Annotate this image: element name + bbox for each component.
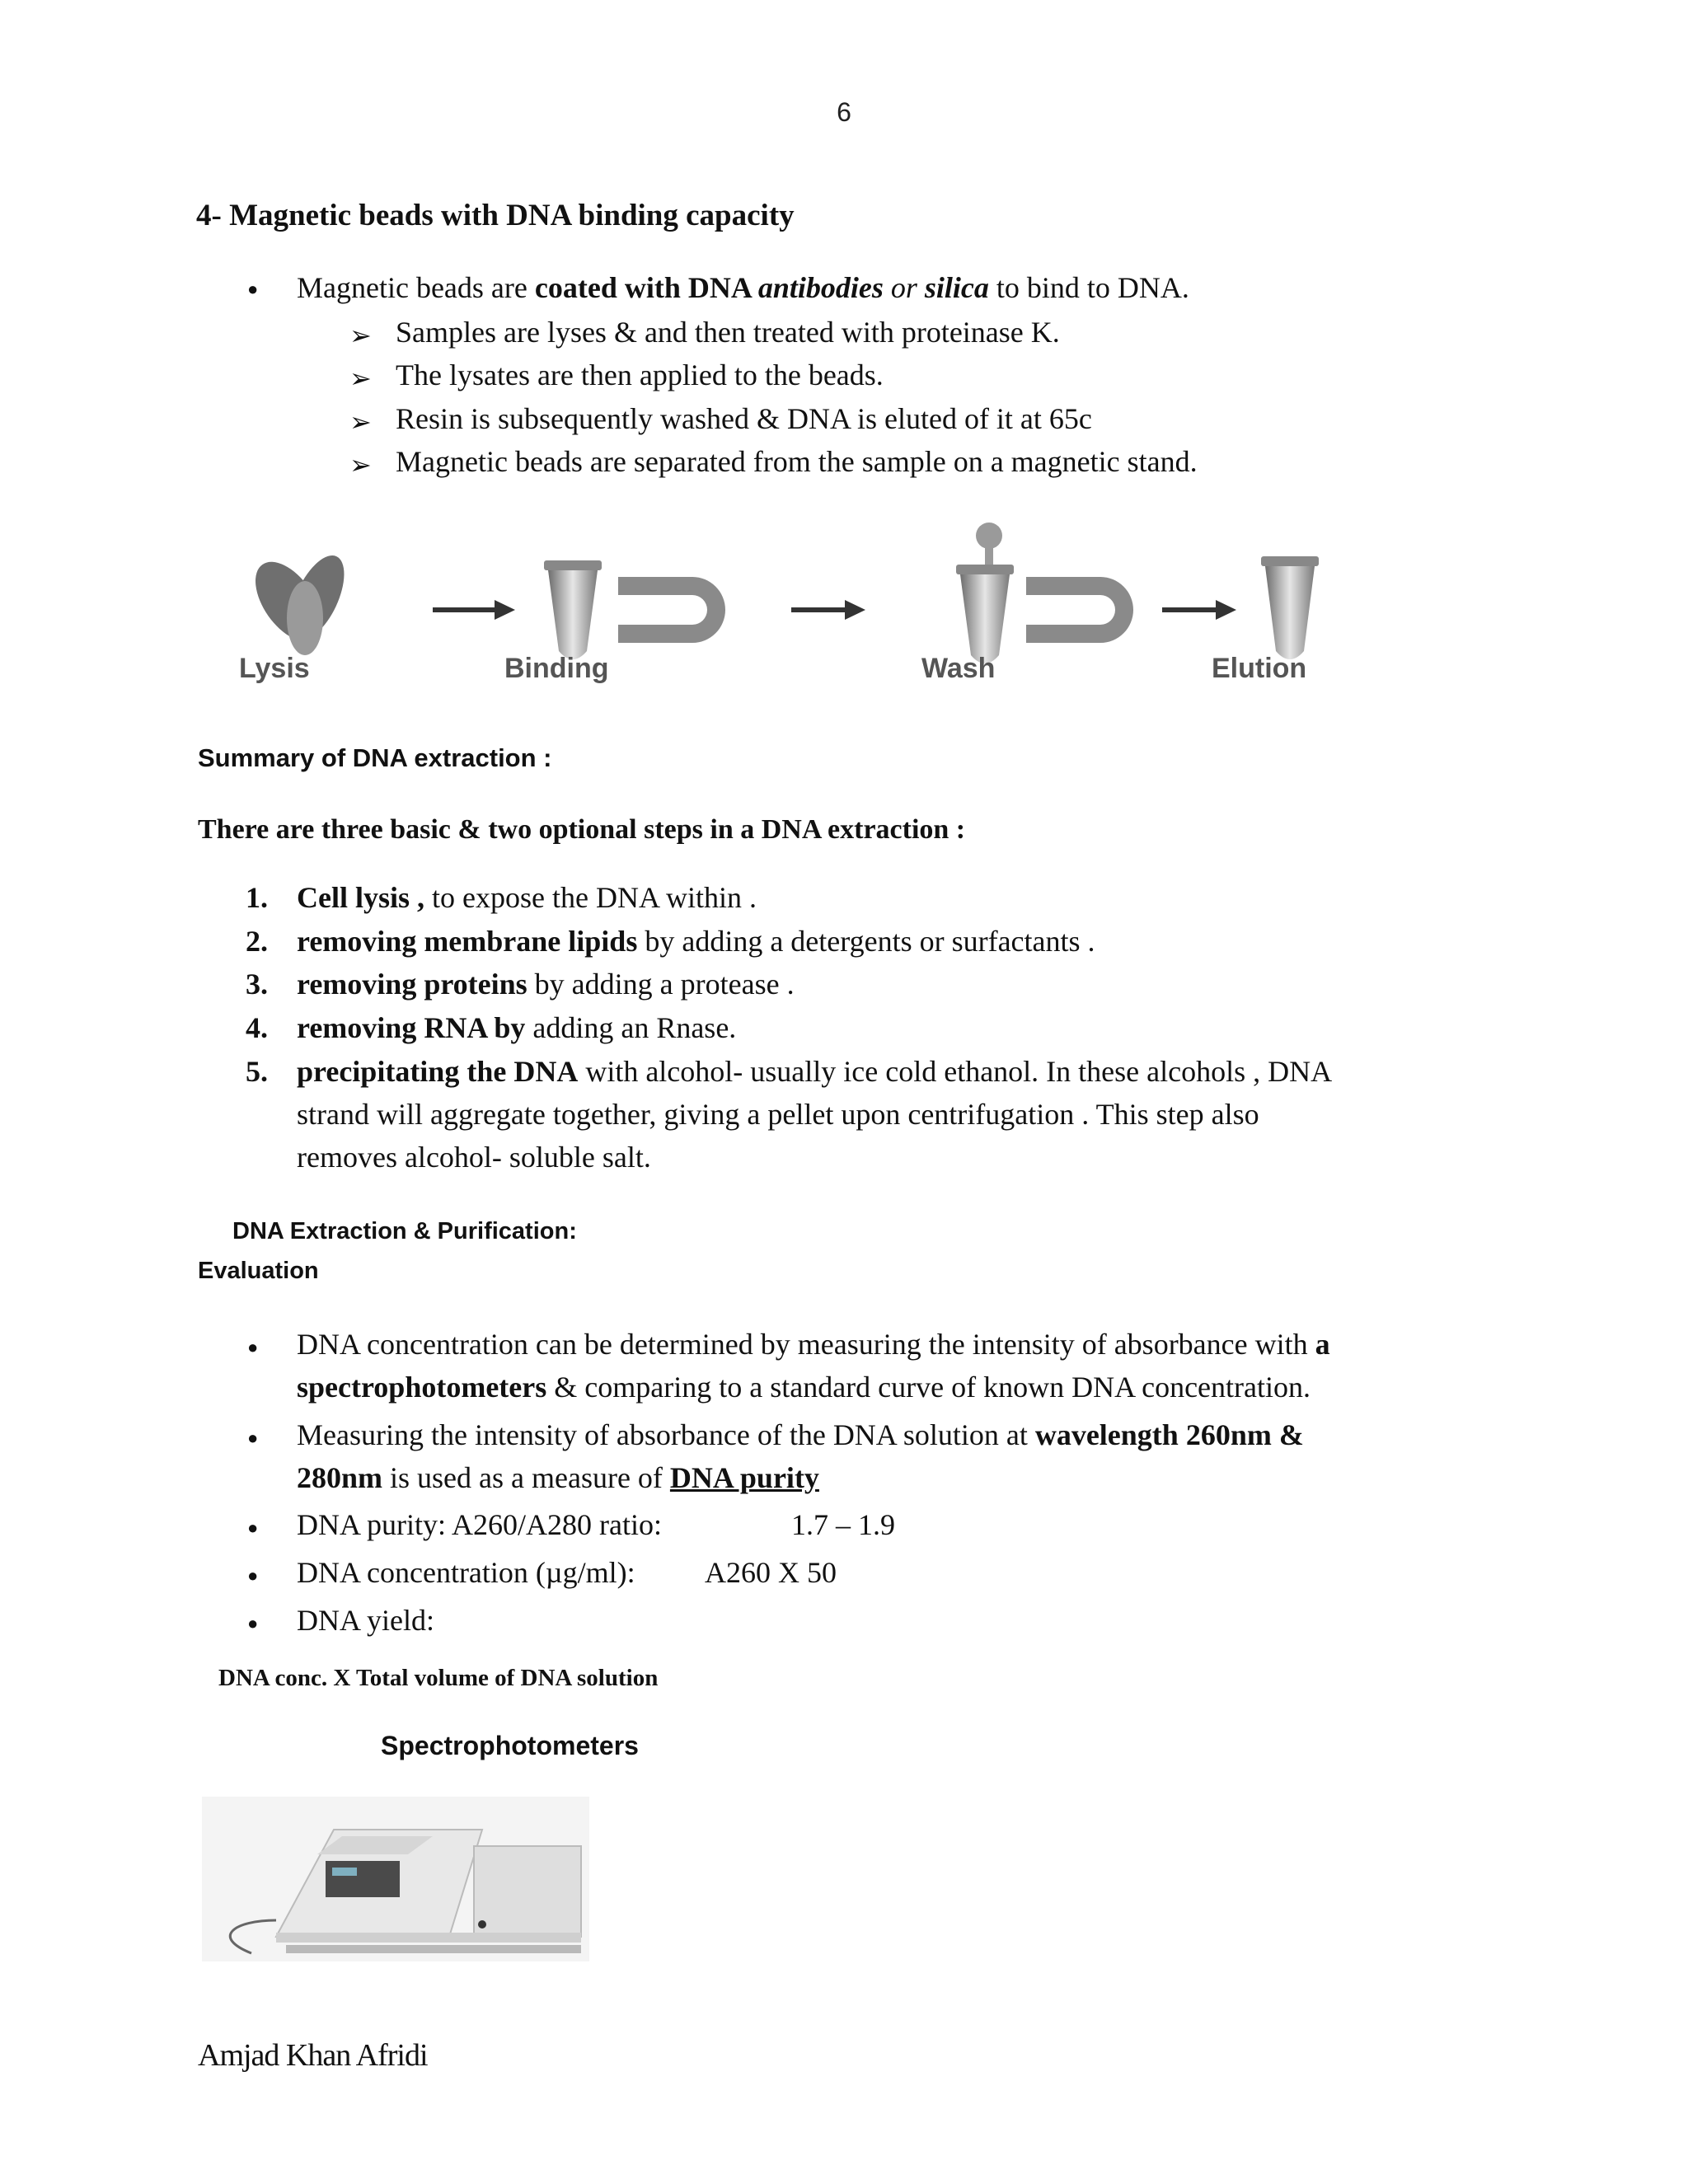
eval-bold: a	[1315, 1328, 1330, 1361]
evaluation-continuation	[297, 1370, 1311, 1405]
step-number: 1.	[246, 881, 268, 914]
yield-formula: DNA conc. X Total volume of DNA solution	[218, 1665, 659, 1691]
arrow-icon	[1162, 600, 1236, 620]
eval-text: Measuring the intensity of absorbance of the DNA solution at	[297, 1418, 1035, 1451]
concentration-value: A260 X 50	[705, 1556, 837, 1589]
evaluation-heading: Evaluation	[198, 1258, 319, 1284]
step-number: 5.	[246, 1055, 268, 1088]
eval-bold: spectrophotometers	[297, 1371, 547, 1404]
section-heading: 4- Magnetic beads with DNA binding capacity	[196, 199, 795, 232]
beads-bold-italic-1: antibodies	[757, 271, 884, 304]
concentration-label: DNA concentration (µg/ml):	[297, 1556, 635, 1589]
step-bold: precipitating the DNA	[297, 1055, 579, 1088]
tube-icon	[956, 565, 1014, 663]
spectrophotometers-heading: Spectrophotometers	[381, 1731, 639, 1760]
bullet-icon: ●	[247, 1517, 259, 1538]
bullet-icon: ●	[247, 1337, 259, 1357]
step-text: adding an Rnase.	[525, 1011, 737, 1044]
step-number: 2.	[246, 925, 268, 958]
arrow-icon	[433, 600, 515, 620]
page-number: 6	[837, 97, 851, 127]
extraction-heading: DNA Extraction & Purification:	[232, 1218, 577, 1244]
yield-label: DNA yield:	[297, 1604, 434, 1637]
eval-text: DNA concentration can be determined by measuring the intensity of absorbance with	[297, 1328, 1315, 1361]
step-item	[297, 1010, 736, 1046]
author-name: Amjad Khan Afridi	[198, 2038, 428, 2073]
eval-text: is used as a measure of	[382, 1461, 670, 1494]
sub-step: Samples are lyses & and then treated with proteinase K.	[396, 316, 1060, 349]
beads-italic: or	[883, 271, 925, 304]
step-item	[297, 1054, 1332, 1090]
step-number: 4.	[246, 1011, 268, 1044]
figure-label-lysis: Lysis	[239, 653, 310, 684]
step-item	[297, 880, 757, 916]
sub-step: Magnetic beads are separated from the sample on a magnetic stand.	[396, 445, 1198, 478]
wash-bottle-icon	[976, 523, 1002, 569]
step-item	[297, 924, 1095, 959]
step-continuation: strand will aggregate together, giving a pellet upon centrifugation . This step also	[297, 1098, 1259, 1131]
tube-icon	[1261, 556, 1319, 659]
magnet-icon	[1026, 577, 1133, 643]
purity-ratio-value: 1.7 – 1.9	[791, 1508, 895, 1541]
step-text: with alcohol- usually ice cold ethanol. In these alcohols , DNA	[578, 1055, 1333, 1088]
bullet-icon: ●	[247, 1565, 259, 1586]
eval-bold: wavelength 260nm &	[1034, 1418, 1304, 1451]
arrow-bullet-icon: ➢	[349, 363, 372, 394]
lysis-cells-icon	[242, 548, 355, 655]
evaluation-item	[297, 1327, 1330, 1362]
dna-purity-link: DNA purity	[669, 1461, 819, 1494]
bullet-icon: ●	[247, 279, 259, 299]
sub-step: The lysates are then applied to the beads.	[396, 359, 884, 391]
step-bold: removing proteins	[297, 968, 528, 1001]
arrow-bullet-icon: ➢	[349, 449, 372, 480]
figure-label-binding: Binding	[504, 653, 609, 684]
step-bold: Cell lysis ,	[297, 881, 425, 914]
purity-ratio-label: DNA purity: A260/A280 ratio:	[297, 1508, 662, 1541]
bullet-icon: ●	[247, 1427, 259, 1448]
step-continuation: removes alcohol- soluble salt.	[297, 1141, 651, 1174]
step-text: to expose the DNA within .	[424, 881, 757, 914]
evaluation-continuation	[297, 1460, 819, 1496]
beads-bold-italic-2: silica	[924, 271, 989, 304]
arrow-bullet-icon: ➢	[349, 406, 372, 438]
figure-label-wash: Wash	[921, 653, 996, 684]
beads-bold-1: coated with DNA	[534, 271, 758, 304]
evaluation-item	[297, 1418, 1304, 1453]
step-bold: removing membrane lipids	[297, 925, 638, 958]
arrow-bullet-icon: ➢	[349, 320, 372, 351]
eval-text: & comparing to a standard curve of known DNA concentration.	[546, 1371, 1311, 1404]
spectrophotometer-image	[202, 1797, 589, 1961]
step-bold: removing RNA by	[297, 1011, 526, 1044]
step-text: by adding a protease .	[527, 968, 795, 1001]
figure-label-elution: Elution	[1212, 653, 1307, 684]
step-item	[297, 967, 795, 1002]
tube-icon	[544, 560, 602, 659]
eval-bold: 280nm	[297, 1461, 383, 1494]
beads-text-1: Magnetic beads are	[297, 271, 535, 304]
step-number: 3.	[246, 968, 268, 1001]
beads-bullet-text	[297, 270, 1189, 306]
arrow-icon	[791, 600, 865, 620]
beads-text-2: to bind to DNA.	[988, 271, 1189, 304]
magnet-icon	[618, 577, 725, 643]
steps-intro: There are three basic & two optional steps in a DNA extraction :	[198, 814, 966, 845]
summary-heading: Summary of DNA extraction :	[198, 743, 552, 772]
sub-step: Resin is subsequently washed & DNA is eluted of it at 65c	[396, 402, 1092, 435]
step-text: by adding a detergents or surfactants .	[637, 925, 1095, 958]
bullet-icon: ●	[247, 1613, 259, 1633]
